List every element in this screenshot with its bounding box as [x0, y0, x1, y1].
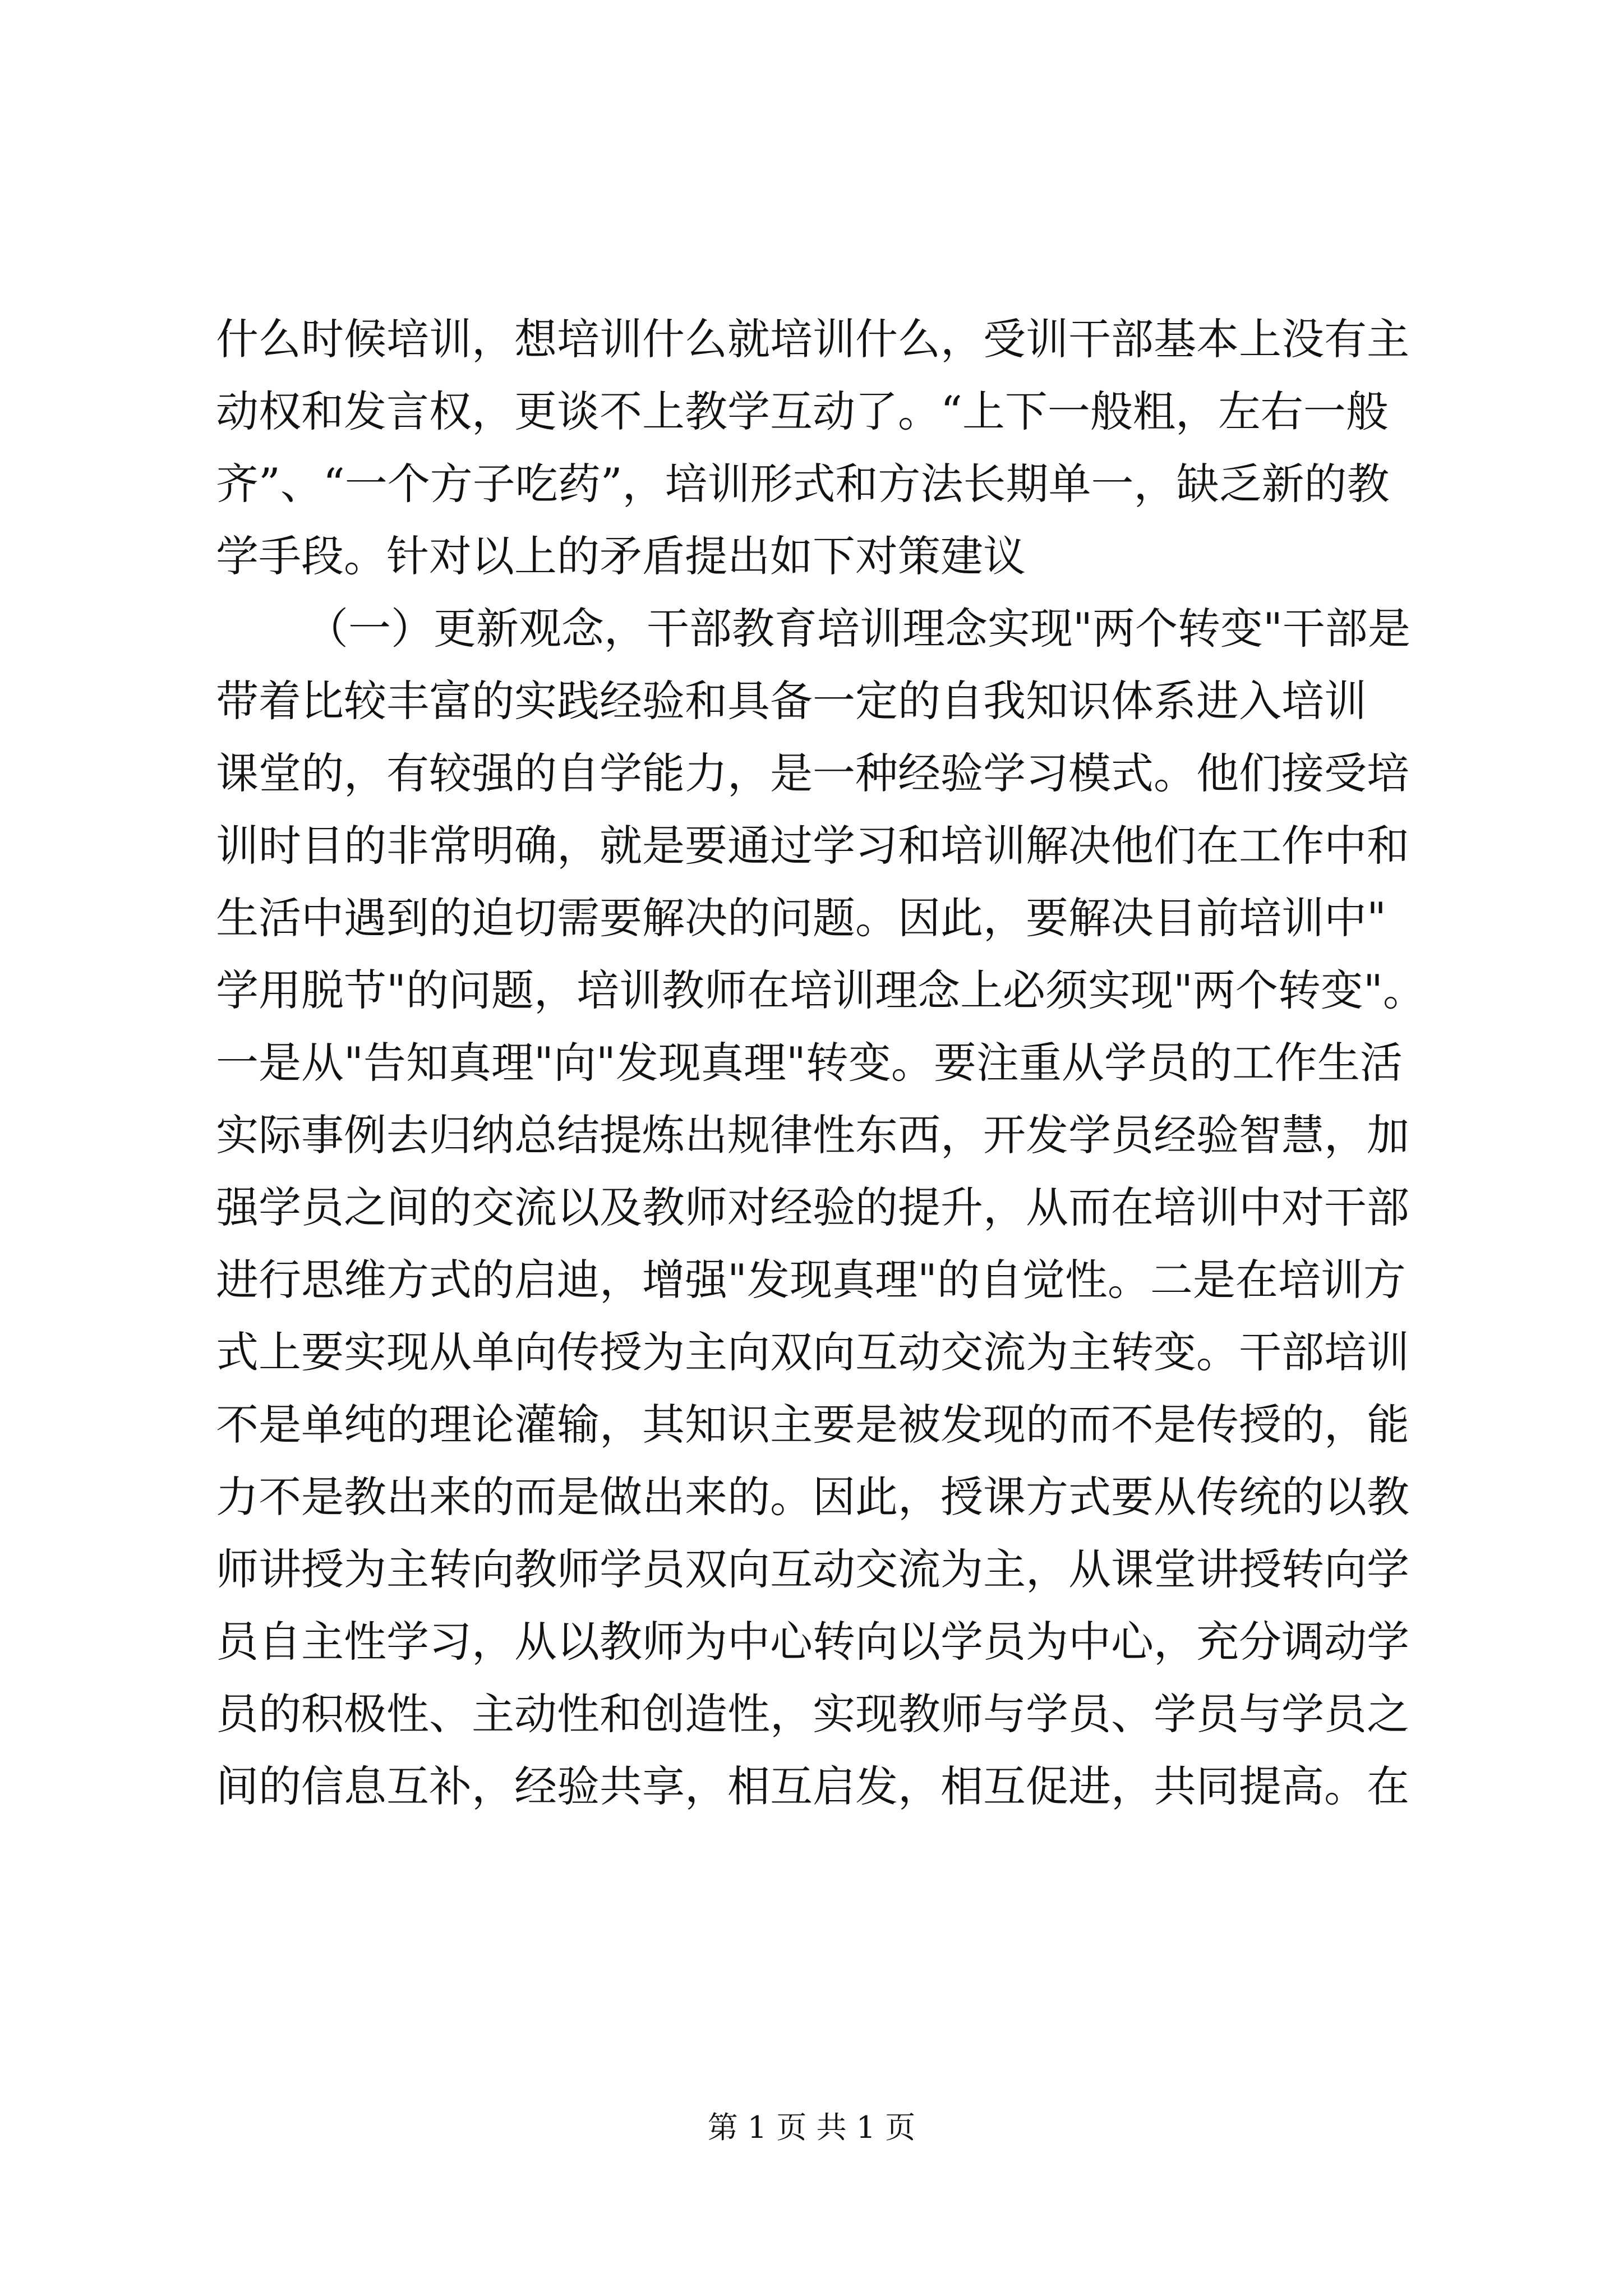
text-line: 动权和发言权，更谈不上教学互动了。“上下一般粗，左右一般	[216, 386, 1389, 436]
text-line: 力不是教出来的而是做出来的。因此，授课方式要从传统的以教	[216, 1472, 1409, 1522]
text-line: 进行思维方式的启迪，增强"发现真理"的自觉性。二是在培训方	[216, 1255, 1406, 1305]
text-line: 训时目的非常明确，就是要通过学习和培训解决他们在工作中和	[216, 821, 1409, 871]
page-footer: 第 1 页 共 1 页	[707, 2110, 916, 2145]
text-line: 一是从"告知真理"向"发现真理"转变。要注重从学员的工作生活	[216, 1038, 1403, 1088]
text-line: 式上要实现从单向传授为主向双向互动交流为主转变。干部培训	[216, 1327, 1409, 1377]
text-line: 课堂的，有较强的自学能力，是一种经验学习模式。他们接受培	[216, 748, 1409, 798]
text-line: 实际事例去归纳总结提炼出规律性东西，开发学员经验智慧，加	[216, 1110, 1409, 1160]
text-line: 什么时候培训，想培训什么就培训什么，受训干部基本上没有主	[216, 314, 1409, 364]
text-line: 间的信息互补，经验共享，相互启发，相互促进，共同提高。在	[216, 1761, 1409, 1811]
text-line: 员的积极性、主动性和创造性，实现教师与学员、学员与学员之	[216, 1689, 1409, 1739]
text-line: 学用脱节"的问题，培训教师在培训理念上必须实现"两个转变"。	[216, 965, 1426, 1015]
paragraph-first-line: （一）更新观念，干部教育培训理念实现"两个转变"干部是	[306, 604, 1410, 654]
text-line: 齐”、“一个方子吃药”，培训形式和方法长期单一，缺乏新的教	[216, 459, 1390, 509]
text-line: 生活中遇到的迫切需要解决的问题。因此，要解决目前培训中"	[216, 893, 1386, 943]
text-line: 不是单纯的理论灌输，其知识主要是被发现的而不是传授的，能	[216, 1400, 1409, 1450]
text-line: 员自主性学习，从以教师为中心转向以学员为中心，充分调动学	[216, 1617, 1409, 1667]
text-line: 师讲授为主转向教师学员双向互动交流为主，从课堂讲授转向学	[216, 1544, 1409, 1594]
text-line: 带着比较丰富的实践经验和具备一定的自我知识体系进入培训	[216, 676, 1367, 726]
text-line: 强学员之间的交流以及教师对经验的提升，从而在培训中对干部	[216, 1182, 1409, 1232]
text-line: 学手段。针对以上的矛盾提出如下对策建议	[216, 531, 1026, 581]
